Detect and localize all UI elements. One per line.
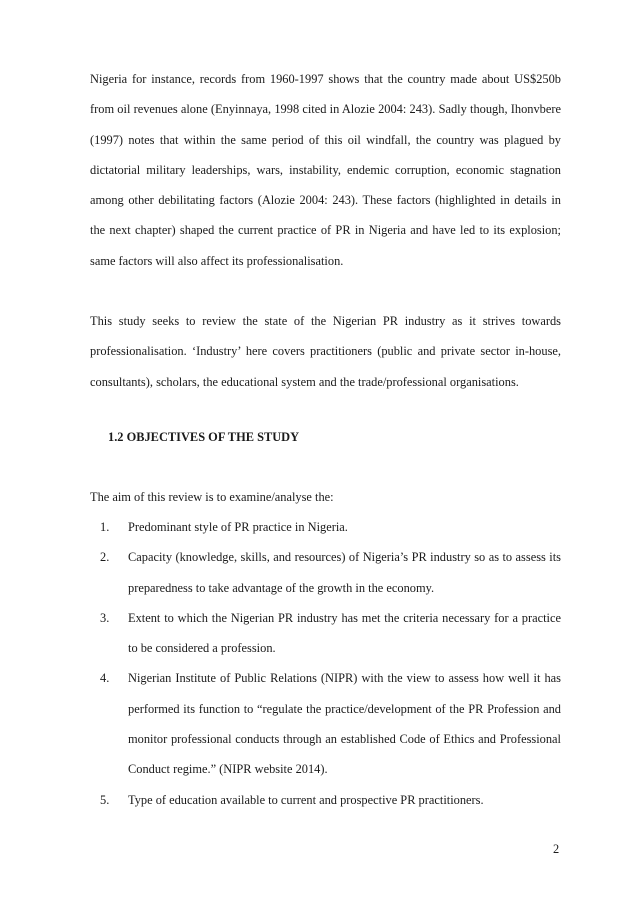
objective-text: Type of education available to current and prospective PR practitioners. [128,792,484,807]
body-paragraph-oil-revenues: Nigeria for instance, records from 1960-1997 shows that the country made about US$250b from oil revenues alone (Enyinnaya, 1998 cited in Alozie 2004: 243). Sadly though, Ihonvbere (1997) notes that within the same period of this oil windfall, the country was plagued by dictatorial military leaderships, wars, instability, endemic corruption, economic stagnation among other debilitating factors (Alozie 2004: 243). These factors (highlighted in details in the next chapter) shaped the current practice of PR in Nigeria and have led to its explosion; same factors will also affect its professionalisation. [90,72,561,268]
objective-text: Capacity (knowledge, skills, and resources) of Nigeria’s PR industry so as to assess its preparedness to take advantage of the growth in the economy. [128,550,561,595]
body-paragraph-study-scope: This study seeks to review the state of the Nigerian PR industry as it strives towards professionalisation. ‘Industry’ here covers practitioners (public and private sector in-house, consultants), scholars, the educational system and the trade/professional organisations. [90,314,561,389]
objective-number: 2. [100,550,110,565]
objective-text: Predominant style of PR practice in Nigeria. [128,520,348,534]
objective-item [90,785,561,815]
objective-number: 4. [100,671,110,686]
objective-number: 3. [100,610,110,625]
objective-item [90,663,561,784]
section-heading: 1.2 OBJECTIVES OF THE STUDY [108,430,300,444]
objective-number: 5. [100,792,110,807]
objective-text: Nigerian Institute of Public Relations (NIPR) with the view to assess how well it has performed its function to “regulate the practice/development of the PR Profession and monitor professional conducts through an established Code of Ethics and Professional Conduct regime.” (NIPR website 2014). [128,671,561,777]
objectives-list [90,512,561,815]
aim-intro: The aim of this review is to examine/analyse the: [90,490,334,504]
objective-item [90,542,561,603]
objective-item [90,603,561,664]
objective-number: 1. [100,520,110,534]
page-number: 2 [553,842,560,856]
objective-item [90,512,561,542]
objective-text: Extent to which the Nigerian PR industry has met the criteria necessary for a practice to be considered a profession. [128,610,561,656]
